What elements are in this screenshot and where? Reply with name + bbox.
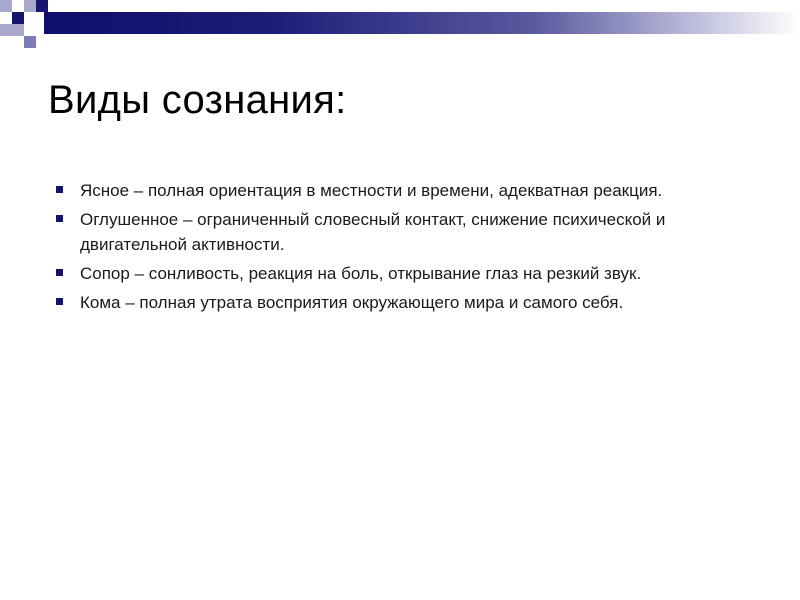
list-item — [56, 290, 756, 315]
decor-square — [12, 12, 24, 24]
decor-square — [0, 0, 12, 12]
decor-square — [24, 36, 36, 48]
bullet-text: Оглушенное – ограниченный словесный контакт, снижение психической и двигательной активности. — [80, 210, 666, 254]
list-item — [56, 178, 756, 203]
list-item — [56, 261, 756, 286]
decor-square — [36, 0, 48, 12]
decor-square — [12, 24, 24, 36]
bullet-text: Сопор – сонливость, реакция на боль, открывание глаз на резкий звук. — [80, 264, 642, 283]
list-item — [56, 207, 756, 257]
decor-square — [24, 0, 36, 12]
square-bullet-icon — [56, 215, 63, 222]
decor-square — [0, 24, 12, 36]
square-bullet-icon — [56, 298, 63, 305]
slide-title: Виды сознания: — [48, 78, 347, 122]
bullet-text: Кома – полная утрата восприятия окружающего мира и самого себя. — [80, 293, 624, 312]
square-bullet-icon — [56, 269, 63, 276]
bullet-list — [56, 178, 756, 319]
square-bullet-icon — [56, 186, 63, 193]
header-gradient-bar — [44, 12, 800, 34]
bullet-text: Ясное – полная ориентация в местности и времени, адекватная реакция. — [80, 181, 663, 200]
